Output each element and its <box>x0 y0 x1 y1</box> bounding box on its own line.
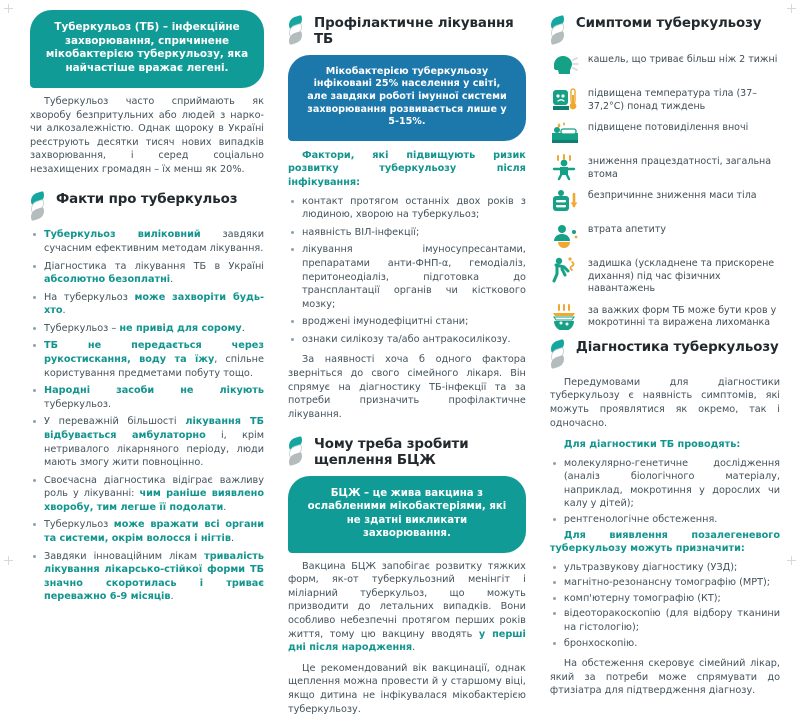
risk-factor-item: вроджені імунодефіцитні стани; <box>288 315 526 329</box>
fact-pre: У переважній більшості <box>44 416 186 428</box>
bcg-p1-highlight: у перші дні після народження <box>288 628 526 654</box>
risk-factor-item: наявність ВІЛ-інфекції; <box>288 226 526 240</box>
section-title-facts: Факти про туберкульоз <box>56 192 238 208</box>
fact-pre: Діагностика та лікування ТБ в Україні <box>44 260 264 272</box>
symptom-item <box>550 222 780 249</box>
diagnostic-item: магнітно-резонансну томографію (МРТ); <box>550 576 780 590</box>
fact-pre: Туберкульоз – <box>44 322 120 334</box>
section-title-symptoms: Симптоми туберкульозу <box>575 16 762 31</box>
leaf-stack-icon <box>288 438 305 466</box>
bcg-paragraph-1 <box>288 560 526 655</box>
fact-item <box>30 384 264 411</box>
symptom-label: підвищена температура тіла (37–37,2°С) понад тиждень <box>587 88 758 112</box>
fact-rest: . <box>170 591 174 603</box>
fact-item <box>30 550 264 604</box>
section-heading-preventive <box>288 16 526 48</box>
facts-list <box>30 228 264 603</box>
fact-rest: . <box>241 322 245 334</box>
bcg-p1-pre: Вакцина БЦЖ запобігає розвитку тяжких форм, як-от туберкульозний менінгіт і міліарний туберкульоз, що можуть призводити до летальних випадків. Вони особливо небезпечні протягом перших років життя, тому цю вакцину вводять <box>288 560 526 640</box>
bcg-vaccine-callout: БЦЖ – це жива вакцина з ослабленими мікобактеріями, які не здатні викликати захворювання. <box>288 476 526 553</box>
diagnostic-item: рентгенологічне обстеження. <box>550 513 780 527</box>
diagnostics-intro: Передумовами для діагностики туберкульозу є наявність симптомів, які можуть проявлятися як окремо, так і одночасно. <box>549 376 780 429</box>
fact-rest: туберкульоз. <box>44 398 112 410</box>
after-factors-paragraph: За наявності хоча б одного фактора зверніться до свого сімейного лікаря. Він спрямує на діагностику ТБ-інфекції та за потреби призначить профілактичне лікування. <box>288 354 526 420</box>
appetite-loss-icon <box>550 222 580 249</box>
crop-mark-bottom-right <box>787 556 796 565</box>
diagnostics-outro: На обстеження скеровує сімейний лікар, який за потреби може спрямувати до фтизіатра для підтвердження діагнозу. <box>549 658 780 697</box>
fact-pre: Туберкульоз <box>44 519 114 531</box>
fact-highlight: ТБ не передається через рукостискання, воду та їжу <box>44 340 264 366</box>
diagnostics-lead-2: Для виявлення позалегеневого туберкульозу можуть призначити: <box>549 529 780 555</box>
fact-pre: На туберкульоз <box>44 291 135 303</box>
diagnostic-item: бронхоскопію. <box>550 637 780 651</box>
fact-item <box>30 228 264 255</box>
symptom-label: втрата апетиту <box>587 224 666 236</box>
fact-highlight: тривалість лікування лікарсько-стійкої форми ТБ значно скоротилась і триває переважно 6-9 місяців <box>44 550 264 603</box>
fact-rest: . <box>170 274 174 286</box>
diagnostic-item: відеоторакоскопію (для відбору тканини на гістологію); <box>550 607 780 634</box>
symptom-label: підвищене потовиділення вночі <box>587 122 749 134</box>
risk-factor-item: контакт протягом останніх двох років з людиною, хворою на туберкульоз; <box>288 195 526 222</box>
fact-highlight: лікування ТБ відбувається амбулаторно <box>44 416 264 441</box>
symptom-label: за важких форм ТБ може бути кров у мокротинні та виражена лихоманка <box>587 304 777 329</box>
symptom-label: безпричинне зниження маси тіла <box>587 190 757 202</box>
fact-pre: Завдяки інноваційним лікам <box>44 550 205 562</box>
fact-rest: завдяки сучасним ефективним методам лікування. <box>44 229 264 254</box>
section-heading-diagnostics <box>550 340 780 369</box>
fact-rest: і, крім нетривалого лікарняного періоду, люди мають змогу жити повноцінно. <box>44 429 264 469</box>
column-prevention <box>276 10 536 715</box>
leaf-stack-icon <box>288 17 305 45</box>
fact-highlight: Туберкульоз виліковний <box>44 229 201 241</box>
fact-highlight: не привід для сорому <box>119 322 242 334</box>
fact-rest: , спільне користування предметами побуту тощо. <box>44 354 264 379</box>
symptoms-list <box>550 52 780 330</box>
fever-thermometer-icon <box>550 86 580 113</box>
crop-mark-bottom-left <box>4 556 13 565</box>
section-heading-facts <box>30 192 264 221</box>
fatigue-person-icon <box>550 154 580 181</box>
risk-factors-list <box>288 195 526 347</box>
risk-factors-lead: Фактори, які підвищують ризик розвитку туберкульозу після інфікування: <box>288 149 526 189</box>
crop-mark-top-left <box>4 4 13 13</box>
fact-item <box>30 339 264 380</box>
bcg-paragraph-2: Це рекомендований вік вакцинації, однак щеплення можна провести й у старшому віці, якщо дитина не інфікувалася мікобактерією туберкульозу. <box>288 662 526 715</box>
column-facts <box>12 10 276 603</box>
crop-mark-top-right <box>787 4 796 13</box>
fact-item <box>30 260 264 287</box>
section-heading-bcg <box>288 437 526 469</box>
symptom-item <box>550 188 780 215</box>
symptom-label: кашель, що триває більш ніж 2 тижні <box>587 54 778 65</box>
tb-definition-callout: Туберкульоз (ТБ) – інфекційне захворювання, спричинене мікобактерією туберкульозу, яка найчастіше вражає легені. <box>30 10 264 88</box>
symptom-label: задишка (ускладнене та прискорене дихання) під час фізичних навантажень <box>587 258 775 295</box>
fact-highlight: чим раніше виявлено хворобу, тим легше її подолати <box>44 488 264 513</box>
section-title-bcg: Чому треба зробити щеплення БЦЖ <box>314 437 469 469</box>
section-title-diagnostics: Діагностика туберкульозу <box>575 339 779 355</box>
column-symptoms-diagnostics <box>536 10 788 697</box>
diagnostic-item: молекулярно-генетичне дослідження (аналіз біологічного матеріалу, наприклад, мокротиння у дорослих чи калу у дітей); <box>550 457 780 511</box>
leaf-stack-icon <box>550 17 567 45</box>
risk-factor-item: лікування імуносупресантами, препаратами анти-ФНП-α, гемодіаліз, перитонеодіаліз, підготовка до трансплантації органів чи кісткового мозку; <box>288 243 526 311</box>
bcg-p1-post: . <box>412 642 416 654</box>
night-sweats-bed-icon <box>550 120 580 147</box>
fact-highlight: абсолютно безоплатні <box>44 274 171 286</box>
fact-item <box>30 415 264 469</box>
leaf-stack-icon <box>550 341 567 369</box>
fact-rest: . <box>230 532 235 544</box>
symptom-item <box>550 120 780 147</box>
leaf-stack-icon <box>30 193 47 221</box>
diagnostic-item: комп'ютерну томографію (КТ); <box>550 592 780 606</box>
fact-pre: Своєчасна діагностика відіграє важливу роль у лікуванні: <box>44 474 264 500</box>
shortness-of-breath-icon <box>550 256 580 283</box>
fact-highlight: може захворіти будь-хто <box>44 291 264 317</box>
risk-factor-item: ознаки силікозу та/або антракосилікозу. <box>288 333 526 347</box>
tb-intro-paragraph: Туберкульоз часто сприймають як хворобу безпритульних або людей з нарко- чи алкозалежністю. Однак щороку в Україні реєструють десятки тисяч нових випадків захворювання, і серед соціально незахищених громадян – їх менш як 20%. <box>30 95 264 175</box>
symptom-item <box>550 303 780 330</box>
symptom-item <box>550 52 780 79</box>
symptom-label: зниження працездатності, загальна втома <box>587 156 772 180</box>
fact-highlight: може вражати всі органи та системи, окрім волосся і нігтів <box>44 519 264 544</box>
infection-stats-callout: Мікобактерією туберкульозу інфіковані 25% населення у світі, але завдяки роботі імунної системи захворювання розвивається лише у 5-15%. <box>288 55 526 141</box>
section-title-preventive: Профілактичне лікування ТБ <box>314 16 514 47</box>
fact-item <box>30 474 264 515</box>
diagnostics-list-1 <box>550 457 780 527</box>
fact-item <box>30 518 264 545</box>
fact-rest: . <box>62 305 66 317</box>
diagnostics-list-2 <box>550 561 780 650</box>
symptom-item <box>550 256 780 296</box>
diagnostics-lead-1: Для діагностики ТБ проводять: <box>563 439 741 451</box>
cough-head-icon <box>550 52 580 79</box>
fact-item <box>30 291 264 318</box>
symptom-item <box>550 86 780 113</box>
fact-item <box>30 322 264 336</box>
fact-rest: . <box>223 501 227 513</box>
fact-highlight: Народні засоби не лікують <box>44 385 264 397</box>
blood-sputum-icon <box>550 303 580 330</box>
diagnostic-item: ультразвукову діагностику (УЗД); <box>550 561 780 575</box>
symptom-item <box>550 154 780 181</box>
section-heading-symptoms <box>550 16 780 45</box>
weight-loss-scale-icon <box>550 188 580 215</box>
